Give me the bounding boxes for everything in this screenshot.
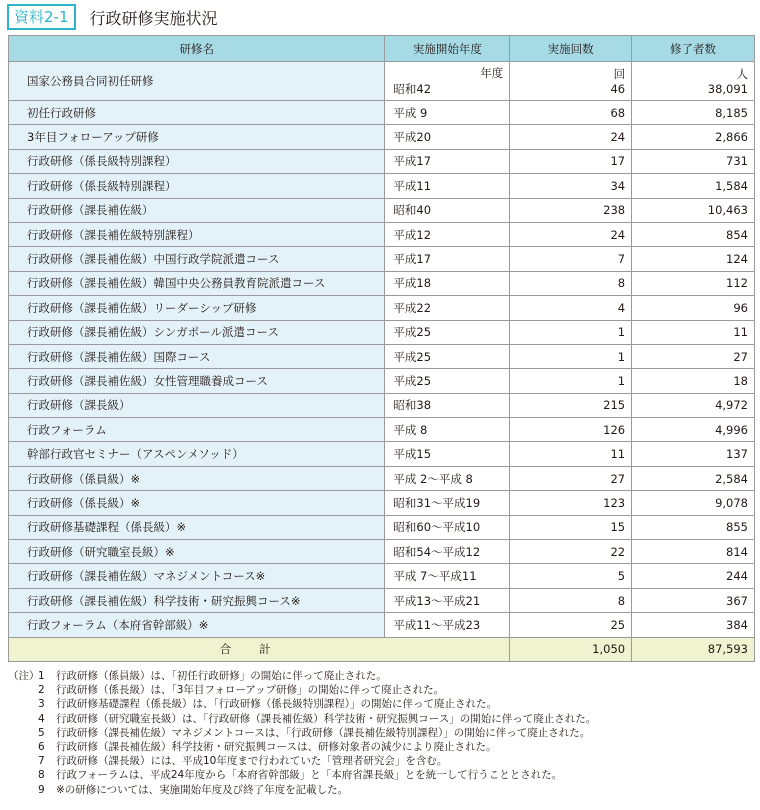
- course-name: 国家公務員合同初任研修: [9, 62, 385, 101]
- course-name: 行政研修（課長補佐級）国際コース: [9, 344, 385, 368]
- table-row: [9, 369, 755, 393]
- course-name: 行政研修（課長補佐級）シンガポール派遣コース: [9, 320, 385, 344]
- start-year: 平成 8: [385, 418, 510, 442]
- course-name: 3年目フォローアップ研修: [9, 125, 385, 149]
- people-unit: 人: [736, 67, 748, 81]
- start-year: 昭和54〜平成12: [385, 540, 510, 564]
- people: 814: [632, 540, 755, 564]
- table-row: [9, 393, 755, 417]
- table-row: [9, 588, 755, 612]
- course-name: 行政研修（係長級特別課程）: [9, 174, 385, 198]
- header-row: [9, 36, 755, 62]
- people: 1,584: [632, 174, 755, 198]
- course-name: 行政研修（課長級）: [9, 393, 385, 417]
- start-year: 平成15: [385, 442, 510, 466]
- course-name: 行政研修（研究職室長級）※: [9, 540, 385, 564]
- note-item: [8, 697, 596, 711]
- note-item: [8, 768, 596, 782]
- note-item: [8, 669, 596, 683]
- people: 18: [632, 369, 755, 393]
- people: 2,584: [632, 466, 755, 490]
- note-text: 行政研修（課長級）には、平成10年度まで行われていた「管理者研究会」を含む。: [56, 755, 448, 768]
- start-year-value: 昭和42: [393, 82, 432, 96]
- count: 1: [510, 320, 632, 344]
- note-text: 行政研修（係員級）は、「初任行政研修」の開始に伴って廃止された。: [56, 670, 387, 682]
- course-name: 行政研修（課長補佐級）: [9, 198, 385, 222]
- course-name: 初任行政研修: [9, 101, 385, 125]
- start-year: [385, 62, 510, 101]
- start-year: 平成11〜平成23: [385, 613, 510, 637]
- people: [632, 62, 755, 101]
- count: 5: [510, 564, 632, 588]
- count-value: 46: [610, 82, 626, 96]
- header-year: 実施開始年度: [385, 36, 510, 62]
- table-row: [9, 613, 755, 637]
- notes-indent: [8, 754, 38, 768]
- note-number: 6: [38, 741, 45, 754]
- start-year: 平成 7〜平成11: [385, 564, 510, 588]
- people: 8,185: [632, 101, 755, 125]
- course-name: 行政研修（課長補佐級）科学技術・研究振興コース※: [9, 588, 385, 612]
- count: 1: [510, 344, 632, 368]
- count: 11: [510, 442, 632, 466]
- people: 96: [632, 296, 755, 320]
- notes-indent: [8, 783, 38, 797]
- course-name: 行政フォーラム（本府省幹部級）※: [9, 613, 385, 637]
- notes-indent: [8, 697, 38, 711]
- people: 384: [632, 613, 755, 637]
- start-year: 平成25: [385, 344, 510, 368]
- note-text: 行政研修基礎課程（係長級）は、「行政研修（係長級特別課程）」の開始に伴って廃止された。: [56, 698, 497, 711]
- count: 1: [510, 369, 632, 393]
- people: 11: [632, 320, 755, 344]
- people: 4,996: [632, 418, 755, 442]
- note-number: 3: [38, 698, 45, 711]
- table-row: [9, 491, 755, 515]
- table-row: [9, 442, 755, 466]
- count: 68: [510, 101, 632, 125]
- year-unit: 年度: [480, 66, 504, 80]
- notes-label: （注）: [8, 670, 40, 682]
- count: 24: [510, 125, 632, 149]
- table-row: [9, 296, 755, 320]
- total-row: [9, 637, 755, 661]
- note-number: 5: [38, 726, 45, 739]
- table-row: [9, 125, 755, 149]
- people: 731: [632, 149, 755, 173]
- table-row: [9, 320, 755, 344]
- notes-indent: [8, 712, 38, 726]
- start-year: 平成20: [385, 125, 510, 149]
- start-year: 昭和40: [385, 198, 510, 222]
- count: 238: [510, 198, 632, 222]
- note-item: [8, 740, 596, 754]
- document-title: [7, 4, 218, 30]
- start-year: 平成22: [385, 296, 510, 320]
- course-name: 行政研修（課長補佐級特別課程）: [9, 222, 385, 246]
- count: [510, 62, 632, 101]
- people: 367: [632, 588, 755, 612]
- table-row: [9, 222, 755, 246]
- total-label: 合計: [9, 637, 510, 661]
- notes-indent: [8, 740, 38, 754]
- course-name: 行政研修（課長補佐級）中国行政学院派遣コース: [9, 247, 385, 271]
- note-number: 1: [38, 670, 45, 682]
- note-text: 行政フォーラムは、平成24年度から「本府省幹部級」と「本府省課長級」とを統一して行うこととされた。: [56, 769, 563, 782]
- count: 15: [510, 515, 632, 539]
- table-row: [9, 515, 755, 539]
- start-year: 平成18: [385, 271, 510, 295]
- count: 215: [510, 393, 632, 417]
- start-year: 昭和60〜平成10: [385, 515, 510, 539]
- course-name: 行政フォーラム: [9, 418, 385, 442]
- note-text: 行政研修（課長補佐級）科学技術・研究振興コースは、研修対象者の減少により廃止された。: [56, 741, 497, 754]
- people: 4,972: [632, 393, 755, 417]
- table-row: [9, 149, 755, 173]
- table-row: [9, 418, 755, 442]
- start-year: 昭和31〜平成19: [385, 491, 510, 515]
- material-badge: 資料2-1: [7, 4, 76, 30]
- note-item: [8, 726, 596, 740]
- note-text: 行政研修（係長級）は、「3年目フォローアップ研修」の開始に伴って廃止された。: [56, 684, 445, 697]
- people: 10,463: [632, 198, 755, 222]
- start-year: 平成12: [385, 222, 510, 246]
- start-year: 平成17: [385, 149, 510, 173]
- people-value: 38,091: [707, 82, 748, 96]
- count: 126: [510, 418, 632, 442]
- course-name: 行政研修（課長補佐級）女性管理職養成コース: [9, 369, 385, 393]
- course-name: 行政研修（課長補佐級）リーダーシップ研修: [9, 296, 385, 320]
- people: 124: [632, 247, 755, 271]
- count: 34: [510, 174, 632, 198]
- count: 25: [510, 613, 632, 637]
- count: 8: [510, 588, 632, 612]
- count: 22: [510, 540, 632, 564]
- count: 27: [510, 466, 632, 490]
- count: 24: [510, 222, 632, 246]
- header-count: 実施回数: [510, 36, 632, 62]
- note-text: 行政研修（研究職室長級）は、「行政研修（課長補佐級）科学技術・研究振興コース」の開始に伴って廃止された。: [56, 712, 597, 725]
- people: 9,078: [632, 491, 755, 515]
- people: 137: [632, 442, 755, 466]
- start-year: 昭和38: [385, 393, 510, 417]
- note-number: 7: [38, 755, 45, 768]
- table-row: [9, 101, 755, 125]
- count: 17: [510, 149, 632, 173]
- start-year: 平成 2〜平成 8: [385, 466, 510, 490]
- course-name: 行政研修基礎課程（係長級）※: [9, 515, 385, 539]
- table-row: [9, 198, 755, 222]
- note-number: 8: [38, 769, 45, 782]
- count: 123: [510, 491, 632, 515]
- note-number: 9: [38, 783, 45, 796]
- note-item: [8, 712, 596, 726]
- table-row: [9, 174, 755, 198]
- note-item: [8, 754, 596, 768]
- table-row: [9, 466, 755, 490]
- note-item: [8, 683, 596, 697]
- table-row: [9, 540, 755, 564]
- count-unit: 回: [613, 67, 626, 81]
- course-name: 行政研修（課長補佐級）韓国中央公務員教育院派遣コース: [9, 271, 385, 295]
- course-name: 行政研修（係長級）※: [9, 491, 385, 515]
- total-count: 1,050: [510, 637, 632, 661]
- course-name: 幹部行政官セミナー（アスペンメソッド）: [9, 442, 385, 466]
- note-number: 2: [38, 684, 45, 697]
- header-name: 研修名: [9, 36, 385, 62]
- course-name: 行政研修（係員級）※: [9, 466, 385, 490]
- note-text: 行政研修（課長補佐級）マネジメントコースは、「行政研修（課長補佐級特別課程）」の開始に伴って廃止された。: [56, 726, 591, 739]
- table-row: [9, 564, 755, 588]
- people: 854: [632, 222, 755, 246]
- page-title: 行政研修実施状況: [89, 8, 218, 28]
- people: 244: [632, 564, 755, 588]
- people: 2,866: [632, 125, 755, 149]
- start-year: 平成17: [385, 247, 510, 271]
- start-year: 平成25: [385, 369, 510, 393]
- start-year: 平成25: [385, 320, 510, 344]
- notes: [8, 669, 596, 797]
- notes-indent: [8, 726, 38, 740]
- course-name: 行政研修（係長級特別課程）: [9, 149, 385, 173]
- start-year: 平成 9: [385, 101, 510, 125]
- notes-indent: [8, 768, 38, 782]
- start-year: 平成11: [385, 174, 510, 198]
- table-row: [9, 62, 755, 101]
- note-text: ※の研修については、実施開始年度及び終了年度を記載した。: [56, 783, 349, 796]
- count: 4: [510, 296, 632, 320]
- note-item: [8, 783, 596, 797]
- training-table: [8, 35, 755, 662]
- count: 8: [510, 271, 632, 295]
- total-people: 87,593: [632, 637, 755, 661]
- table-row: [9, 344, 755, 368]
- notes-indent: [8, 683, 38, 697]
- note-number: 4: [38, 712, 45, 725]
- people: 27: [632, 344, 755, 368]
- course-name: 行政研修（課長補佐級）マネジメントコース※: [9, 564, 385, 588]
- table-row: [9, 271, 755, 295]
- start-year: 平成13〜平成21: [385, 588, 510, 612]
- people: 112: [632, 271, 755, 295]
- table-row: [9, 247, 755, 271]
- header-people: 修了者数: [632, 36, 755, 62]
- count: 7: [510, 247, 632, 271]
- people: 855: [632, 515, 755, 539]
